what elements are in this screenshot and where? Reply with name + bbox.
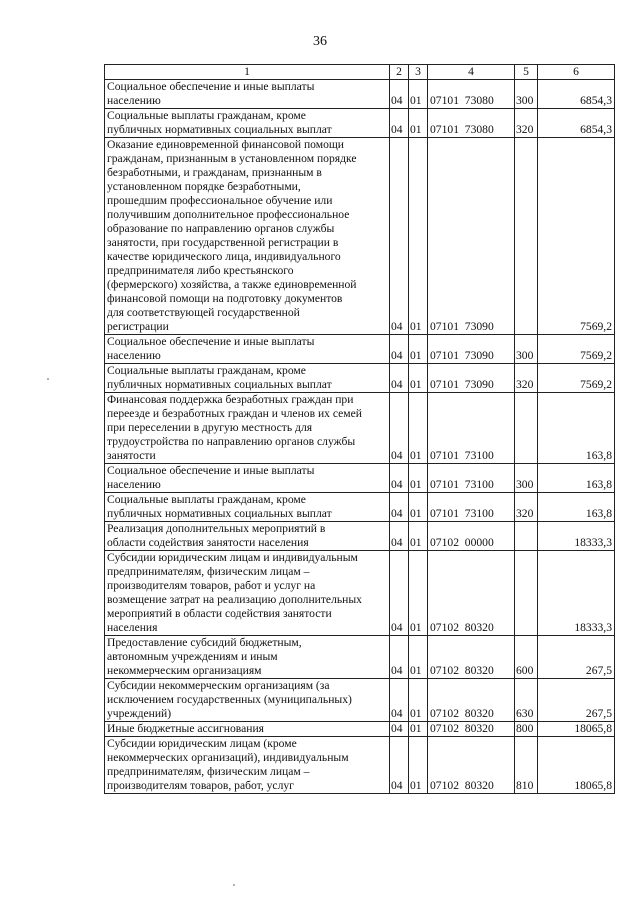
- column-header: 6: [538, 65, 615, 80]
- expense-type-code: 320: [515, 364, 538, 393]
- target-article-code: 07101 73090: [428, 364, 515, 393]
- table-row: [105, 80, 615, 109]
- section-code: 04: [390, 522, 409, 551]
- expense-type-code: 320: [515, 109, 538, 138]
- expense-type-code: [515, 138, 538, 335]
- table-header-row: [105, 65, 615, 80]
- target-article-code: 07101 73100: [428, 393, 515, 464]
- amount: 18333,3: [538, 551, 615, 636]
- column-header: 2: [390, 65, 409, 80]
- item-name: Финансовая поддержка безработных граждан при переезде и безработных граждан и членов их семей при переселении в другую местность для трудоустройства по направлению органов службы занятости: [105, 393, 390, 464]
- expense-type-code: [515, 551, 538, 636]
- section-code: 04: [390, 737, 409, 794]
- section-code: 04: [390, 464, 409, 493]
- table-row: [105, 335, 615, 364]
- expense-type-code: 800: [515, 722, 538, 737]
- column-header: 5: [515, 65, 538, 80]
- amount: 163,8: [538, 393, 615, 464]
- item-name: Реализация дополнительных мероприятий в области содействия занятости населения: [105, 522, 390, 551]
- amount: 7569,2: [538, 335, 615, 364]
- target-article-code: 07101 73080: [428, 109, 515, 138]
- section-code: 04: [390, 493, 409, 522]
- amount: 18065,8: [538, 722, 615, 737]
- section-code: 04: [390, 393, 409, 464]
- target-article-code: 07102 80320: [428, 679, 515, 722]
- amount: 18333,3: [538, 522, 615, 551]
- target-article-code: 07101 73090: [428, 335, 515, 364]
- section-code: 04: [390, 722, 409, 737]
- item-name: Социальное обеспечение и иные выплаты населению: [105, 464, 390, 493]
- expense-type-code: 300: [515, 80, 538, 109]
- section-code: 04: [390, 109, 409, 138]
- item-name: Субсидии юридическим лицам и индивидуальным предпринимателям, физическим лицам – производителям товаров, работ и услуг на возмещение затрат на реализацию дополнительных мероприятий в области содействия занятости населения: [105, 551, 390, 636]
- table-row: [105, 493, 615, 522]
- section-code: 04: [390, 636, 409, 679]
- table-row: [105, 364, 615, 393]
- expense-type-code: 600: [515, 636, 538, 679]
- expense-type-code: [515, 522, 538, 551]
- subsection-code: 01: [409, 636, 428, 679]
- subsection-code: 01: [409, 522, 428, 551]
- target-article-code: 07101 73090: [428, 138, 515, 335]
- section-code: 04: [390, 138, 409, 335]
- table-row: [105, 522, 615, 551]
- target-article-code: 07101 73080: [428, 80, 515, 109]
- item-name: Предоставление субсидий бюджетным, автономным учреждениям и иным некоммерческим организациям: [105, 636, 390, 679]
- amount: 7569,2: [538, 138, 615, 335]
- subsection-code: 01: [409, 722, 428, 737]
- amount: 7569,2: [538, 364, 615, 393]
- column-header: 3: [409, 65, 428, 80]
- table-row: [105, 722, 615, 737]
- table-row: [105, 679, 615, 722]
- target-article-code: 07102 80320: [428, 722, 515, 737]
- budget-table: [104, 64, 615, 794]
- item-name: Социальные выплаты гражданам, кроме публичных нормативных социальных выплат: [105, 493, 390, 522]
- amount: 6854,3: [538, 109, 615, 138]
- target-article-code: 07101 73100: [428, 464, 515, 493]
- target-article-code: 07102 80320: [428, 636, 515, 679]
- page-number: 36: [313, 34, 327, 49]
- subsection-code: 01: [409, 364, 428, 393]
- subsection-code: 01: [409, 109, 428, 138]
- expense-type-code: 320: [515, 493, 538, 522]
- amount: 267,5: [538, 636, 615, 679]
- expense-type-code: 300: [515, 464, 538, 493]
- target-article-code: 07102 00000: [428, 522, 515, 551]
- table-row: [105, 464, 615, 493]
- section-code: 04: [390, 335, 409, 364]
- table-row: [105, 138, 615, 335]
- table-row: [105, 636, 615, 679]
- item-name: Социальные выплаты гражданам, кроме публичных нормативных социальных выплат: [105, 109, 390, 138]
- item-name: Социальные выплаты гражданам, кроме публичных нормативных социальных выплат: [105, 364, 390, 393]
- subsection-code: 01: [409, 679, 428, 722]
- scan-speck: [233, 884, 235, 886]
- item-name: Субсидии юридическим лицам (кроме некоммерческих организаций), индивидуальным предпринимателям, физическим лицам – производителям товаров, работ, услуг: [105, 737, 390, 794]
- amount: 163,8: [538, 493, 615, 522]
- table-row: [105, 393, 615, 464]
- amount: 163,8: [538, 464, 615, 493]
- subsection-code: 01: [409, 737, 428, 794]
- item-name: Субсидии некоммерческим организациям (за исключением государственных (муниципальных) учреждений): [105, 679, 390, 722]
- item-name: Иные бюджетные ассигнования: [105, 722, 390, 737]
- subsection-code: 01: [409, 335, 428, 364]
- subsection-code: 01: [409, 80, 428, 109]
- column-header: 4: [428, 65, 515, 80]
- expense-type-code: 810: [515, 737, 538, 794]
- target-article-code: 07101 73100: [428, 493, 515, 522]
- section-code: 04: [390, 80, 409, 109]
- item-name: Социальное обеспечение и иные выплаты населению: [105, 80, 390, 109]
- subsection-code: 01: [409, 464, 428, 493]
- target-article-code: 07102 80320: [428, 551, 515, 636]
- amount: 18065,8: [538, 737, 615, 794]
- amount: 267,5: [538, 679, 615, 722]
- scan-speck: [47, 378, 49, 380]
- expense-type-code: [515, 393, 538, 464]
- target-article-code: 07102 80320: [428, 737, 515, 794]
- subsection-code: 01: [409, 138, 428, 335]
- section-code: 04: [390, 679, 409, 722]
- table-row: [105, 737, 615, 794]
- amount: 6854,3: [538, 80, 615, 109]
- column-header: 1: [105, 65, 390, 80]
- subsection-code: 01: [409, 551, 428, 636]
- expense-type-code: 630: [515, 679, 538, 722]
- table-row: [105, 551, 615, 636]
- subsection-code: 01: [409, 493, 428, 522]
- subsection-code: 01: [409, 393, 428, 464]
- expense-type-code: 300: [515, 335, 538, 364]
- table-row: [105, 109, 615, 138]
- item-name: Оказание единовременной финансовой помощи гражданам, признанным в установленном порядке безработными, и гражданам, признанным в установленном порядке безработными, прошедшим профессиональное обучение или получившим дополнительное профессиональное образование по направлению органов службы занятости, при государственной регистрации в качестве юридического лица, индивидуального предпринимателя либо крестьянского (фермерского) хозяйства, а также единовременной финансовой помощи на подготовку документов для соответствующей государственной регистрации: [105, 138, 390, 335]
- section-code: 04: [390, 364, 409, 393]
- item-name: Социальное обеспечение и иные выплаты населению: [105, 335, 390, 364]
- section-code: 04: [390, 551, 409, 636]
